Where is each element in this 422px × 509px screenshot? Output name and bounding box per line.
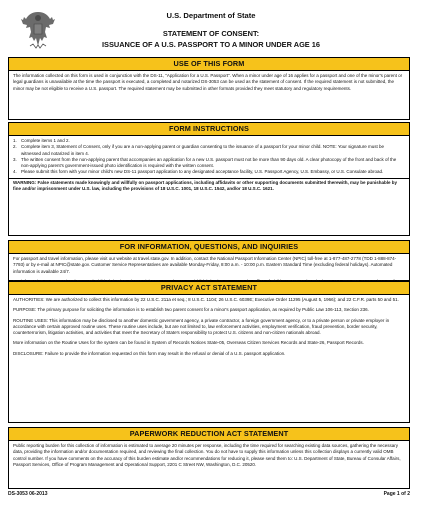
information-heading: FOR INFORMATION, QUESTIONS, AND INQUIRIES — [9, 241, 409, 254]
use-of-form-section — [8, 57, 410, 120]
instruction-item: 4. Please submit this form with your minor child's new DS-11 passport application to any designated acceptance facility, U.S. Passport Agency, U.S. Embassy, or U.S. Consulate abroad. — [13, 169, 384, 175]
department-name: U.S. Department of State — [166, 11, 256, 20]
form-instructions-section — [8, 122, 410, 236]
paperwork-reduction-section — [8, 427, 410, 489]
form-number: DS-3053 06-2013 — [8, 491, 48, 497]
form-instructions-heading: FORM INSTRUCTIONS — [9, 123, 409, 136]
page-number: Page 1 of 2 — [383, 491, 410, 497]
warning-text: WARNING: False statements made knowingly and willfully on passport applications, including affidavits or other supporting documents submitted therewith, may be punishable by fine and/or imprisonment under U.S. law, including the provisions of 18 U.S.C. 1001, 18 U.S.C. 1542, and/or 18 U.S.C. 1621. — [9, 178, 409, 194]
instructions-list — [13, 138, 405, 176]
privacy-act-heading: PRIVACY ACT STATEMENT — [9, 282, 409, 295]
instruction-item: 1. Complete items 1 and 2. — [13, 138, 70, 143]
privacy-purpose: PURPOSE: The primary purpose for soliciting the information is to establish two parent consent for a minor's passport application, as required by Public Law 106-113, Section 236. — [13, 307, 369, 313]
form-subtitle: ISSUANCE OF A U.S. PASSPORT TO A MINOR UNDER AGE 16 — [101, 39, 321, 49]
instruction-item: 2. Complete item 3, Statement of Consent, only if you are a non-applying parent or guardian consenting to the issuance of a passport for your minor child. NOTE: Your signature must be witnessed and notarized in item 4. — [13, 144, 384, 156]
privacy-act-section — [8, 281, 410, 423]
instruction-item: 3. The written consent from the non-applying parent that accompanies an application for a new U.S. passport must not be more than 90 days old. A clear photocopy of the front and back of the non-applying parent's government-issued photo identification is required with the written consent. — [13, 156, 397, 169]
form-title: STATEMENT OF CONSENT: — [162, 29, 260, 38]
privacy-disclosure: DISCLOSURE: Failure to provide the information requested on this form may result in the refusal or denial of a U.S. passport application. — [13, 350, 286, 356]
paperwork-reduction-text: Public reporting burden for this collection of information is estimated to average 20 minutes per response, including the time required for searching existing data sources, gathering the necessary data, providing the information and/or documentation required, and reviewing the final collection. You do not have to supply this information unless this collection displays a currently valid OMB control number. If you have comments on the accuracy of this burden estimate and/or recommendations for reducing it, please send them to: U.S. Department of State, Bureau of Consular Affairs, Passport Services, Office of Program Management and Operational Support, 2201 C Street NW, Washington, D.C. 20520. — [13, 443, 401, 467]
information-section — [8, 240, 410, 281]
privacy-more-info: More information on the Routine Uses for the system can be found in System of Records Notices State-05, Overseas Citizen Services Records and State-26, Passport Records. — [13, 340, 364, 346]
use-of-form-heading: USE OF THIS FORM — [9, 58, 409, 71]
privacy-routine-uses: ROUTINE USES: This information may be disclosed to another domestic government agency, a private contractor, a foreign government agency, or to a private person or private employer in accordance with certain approved routine uses. These routine uses include, but are not limited to, law enforcement activities, employment verification, fraud prevention, border security, counterterrorism, litigation activities, and activities that meet the Secretary of State's responsibility to protect U.S. citizens and non-citizen nationals abroad. — [13, 317, 390, 336]
paperwork-reduction-heading: PAPERWORK REDUCTION ACT STATEMENT — [9, 428, 409, 441]
information-paragraph-1: For passport and travel information, please visit our website at travel.state.gov. In addition, contact the National Passport Information Center (NPIC) toll-free at 1-877-487-2778 (TDD 1-888-874-7793) or by e-mail at NPIC@state.gov. Customer Service Representatives are available Monday-Friday, 8:00 a.m. - 10:00 p.m. Eastern Standard Time (excluding federal holidays). Automated information is available 24/7. — [13, 256, 397, 274]
form-header — [0, 0, 422, 60]
use-of-form-text: The information collected on this form is used in conjunction with the DS-11, "Application for a U.S. Passport". When a minor under age of 16 applies for a passport and one of the minor's parent or legal guardians is unavailable at the time the passport is executed, a completed and notarized DS-3053 can be used as the statement of consent. If the required statement is not submitted, the minor may be not eligible to receive a U.S. passport. The required statement may be submitted in other formats provided they meet statutory and regulatory requirements. — [13, 73, 403, 91]
privacy-authorities: AUTHORITIES: We are authorized to collect this information by 22 U.S.C. 211a et seq.; 8 U.S.C. 1104; 26 U.S.C. 6039E; Executive Order 11295 (August 5, 1966); and 22 C.F.R. parts 50 and 51. — [13, 297, 399, 302]
